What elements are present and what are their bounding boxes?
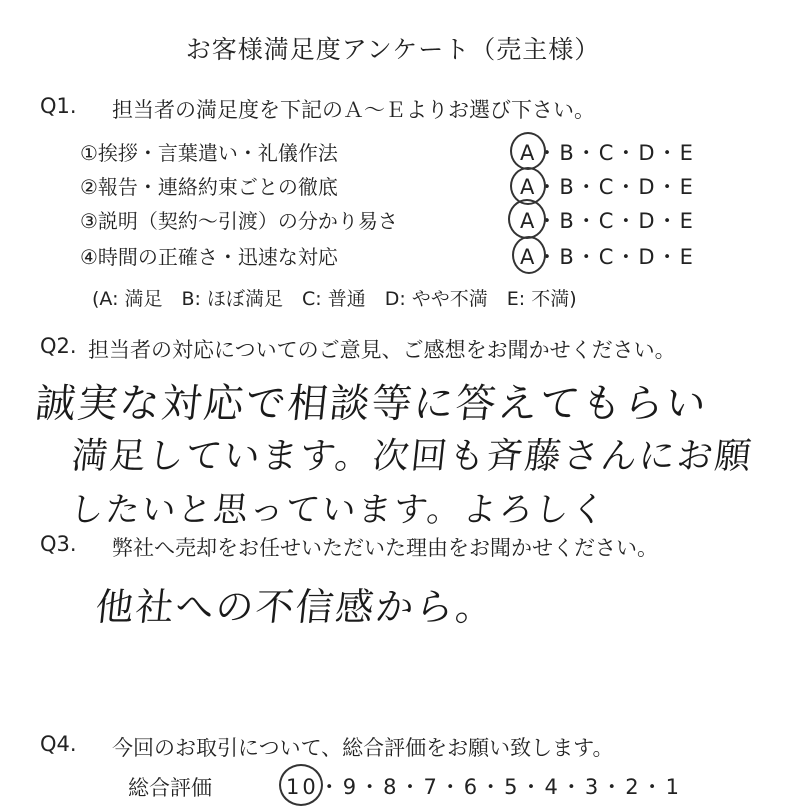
q1-item-4-selected-circle bbox=[512, 236, 546, 274]
q4-question: 今回のお取引について、総合評価をお願い致します。 bbox=[112, 736, 614, 760]
q3-label: Q3. bbox=[40, 532, 77, 556]
q1-legend: (A: 満足 B: ほぼ満足 C: 普通 D: やや不満 E: 不満) bbox=[92, 288, 577, 310]
q1-label: Q1. bbox=[40, 94, 77, 118]
q4-selected-circle bbox=[279, 764, 323, 806]
q1-item-4-grades[interactable]: A・B・C・D・E bbox=[520, 245, 695, 269]
q1-item-3-grades[interactable]: A・B・C・D・E bbox=[520, 209, 695, 233]
q2-answer-line-2: 満足しています。次回も斉藤さんにお願 bbox=[69, 436, 755, 477]
q1-question: 担当者の満足度を下記のＡ～Ｅよりお選び下さい。 bbox=[112, 98, 595, 122]
q3-question: 弊社へ売却をお任せいただいた理由をお聞かせください。 bbox=[112, 536, 658, 560]
q2-answer-line-1: 誠実な対応で相談等に答えてもらい bbox=[33, 381, 711, 427]
q2-question: 担当者の対応についてのご意見、ご感想をお聞かせください。 bbox=[88, 338, 676, 362]
q1-item-3: ③説明（契約～引渡）の分かり易さ bbox=[80, 209, 398, 233]
q1-item-3-selected-circle bbox=[508, 199, 546, 239]
q1-item-1-grades[interactable]: A・B・C・D・E bbox=[520, 141, 695, 165]
q4-score-scale[interactable]: 10・9・8・7・6・5・4・3・2・1 bbox=[286, 775, 682, 799]
q1-item-2: ②報告・連絡約束ごとの徹底 bbox=[80, 175, 338, 199]
q4-score-label: 総合評価 bbox=[128, 776, 212, 800]
q3-answer: 他社への不信感から。 bbox=[93, 585, 498, 629]
q1-item-4: ④時間の正確さ・迅速な対応 bbox=[80, 245, 338, 269]
q1-item-1: ①挨拶・言葉遣い・礼儀作法 bbox=[80, 141, 338, 165]
q1-item-1-selected-circle bbox=[510, 132, 546, 170]
q4-label: Q4. bbox=[40, 732, 77, 756]
q2-answer-line-3: したいと思っています。よろしく bbox=[67, 490, 610, 530]
q2-label: Q2. bbox=[40, 334, 77, 358]
survey-title: お客様満足度アンケート（売主様） bbox=[185, 35, 601, 64]
q1-item-2-grades[interactable]: A・B・C・D・E bbox=[520, 175, 695, 199]
